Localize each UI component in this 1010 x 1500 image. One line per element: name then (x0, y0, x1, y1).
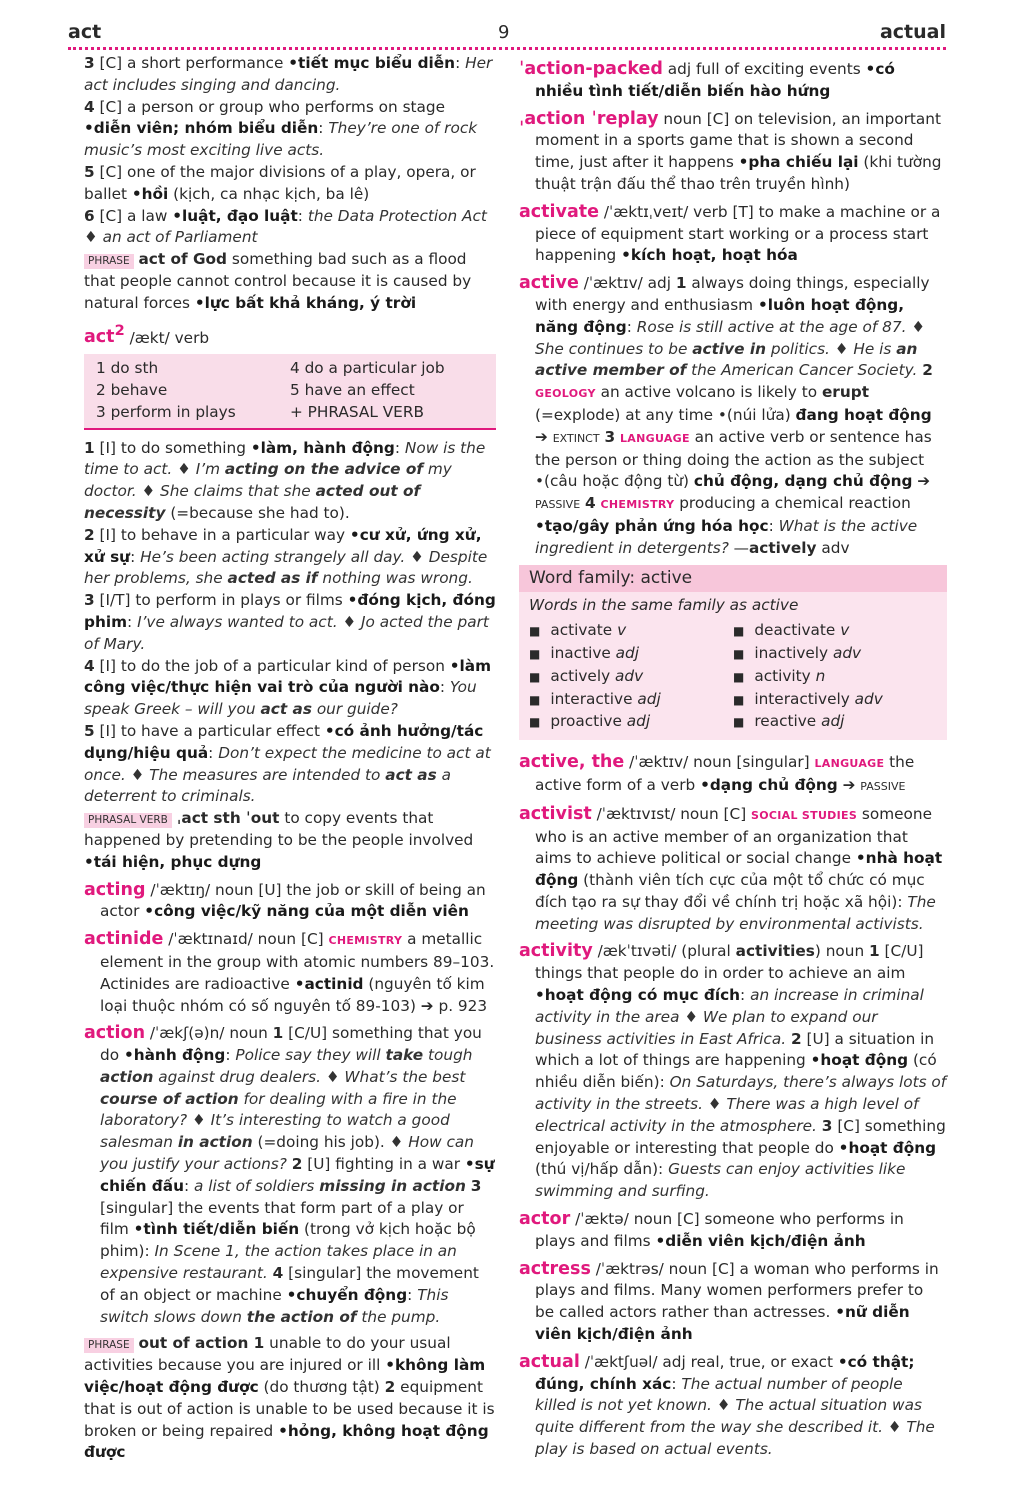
dictionary-entry: action /ˈækʃ(ə)n/ noun 1 [C/U] something that you do •hành động: Police say they will take tough action against drug dealers. ♦ What’s the best course of action for dealing with a fire in the laboratory? ♦ It’s interesting to watch a good salesman in action (=doing his job). ♦ How can you justify your actions? 2 [U] fighting in a war •sự chiến đấu: a list of soldiers missing in action 3 [singular] the events that form part of a play or film •tình tiết/diễn biến (trong vở kịch hoặc bộ phim): In Scene 1, the action takes place in an expensive restaurant. 4 [singular] the movement of an object or machine •chuyển động: This switch slows down the action of the pump. (84, 1023, 495, 1326)
word-family-subtitle: Words in the same family as active (529, 596, 799, 615)
dictionary-entry: activist /ˈæktɪvɪst/ noun [C] SOCIAL STUDIES someone who is an active member of an organization that aims to achieve political or social change •nhà hoạt động (thành viên tích cực của một tổ chức có mục đích tạo ra sự thay đổi về chính trị hoặc xã hội): The meeting was disrupted by environmental activists. (519, 803, 943, 933)
dictionary-entry: ˌaction ˈreplay noun [C] on television, an important moment in a sports game that is shown a second time, just after it happens •pha chiếu lại (khi tường thuật trận đấu thể thao trên truyền hình) (519, 108, 942, 193)
sense-menu-item: 3 perform in plays (96, 402, 236, 421)
entry-sense: 3 [I/T] to perform in plays or films •đóng kịch, đóng phim: I’ve always wanted to act. ♦ Jo acted the part of Mary. (84, 591, 496, 653)
word-family-item: ■ reactive adj (733, 711, 937, 734)
sense-menu-item: 5 have an effect (290, 380, 415, 399)
word-family-item: ■ interactive adj (529, 689, 733, 712)
dictionary-entry: actor /ˈæktə/ noun [C] someone who performs in plays and films •diễn viên kịch/điện ảnh (519, 1209, 904, 1250)
dictionary-entry: actress /ˈæktrəs/ noun [C] a woman who performs in plays and films. Many women performers prefer to be called actors rather than actresses. •nữ diễn viên kịch/điện ảnh (519, 1258, 939, 1344)
dictionary-entry: acting /ˈæktɪŋ/ noun [U] the job or skill of being an actor •công việc/kỹ năng của một diễn viên (84, 879, 486, 921)
dictionary-entry: active /ˈæktɪv/ adj 1 always doing things, especially with energy and enthusiasm •luôn hoạt động, năng động: Rose is still active at the age of 87. ♦ She continues to be active in politics. ♦ He is an active member of the American Cancer Society. 2 GEOLOGY an active volcano is likely to erupt (=explode) at any time •(núi lửa) đang hoạt động ➔ EXTINCT 3 LANGUAGE an active verb or sentence has the person or thing doing the action as the subject •(câu hoặc động từ) chủ động, dạng chủ động ➔ PASSIVE 4 CHEMISTRY producing a chemical reaction •tạo/gây phản ứng hóa học: What is the active ingredient in detergents? —actively adv (519, 273, 933, 557)
word-family-item: ■ actively adv (529, 666, 733, 689)
guide-word-left: act (68, 21, 102, 43)
word-family-item: ■ activity n (733, 666, 937, 689)
guide-word-right: actual (879, 21, 946, 43)
entry-sense: 5 [I] to have a particular effect •có ảnh hưởng/tác dụng/hiệu quả: Don’t expect the medicine to act at once. ♦ The measures are intended to act as a deterrent to criminals. (84, 721, 491, 806)
dictionary-entry: ˈaction-packed adj full of exciting events •có nhiều tình tiết/diễn biến hào hứng (519, 59, 895, 100)
left-column (84, 53, 496, 1464)
entry-sense: 2 [I] to behave in a particular way •cư xử, ứng xử, xử sự: He’s been acting strangely all day. ♦ Despite her problems, she acted as if nothing was wrong. (84, 525, 488, 588)
dictionary-entry: actual /ˈæktʃuəl/ adj real, true, or exact •có thật; đúng, chính xác: The actual number of people killed is not yet known. ♦ The actual situation was quite different from the way she described it. ♦ The play is based on actual events. (519, 1351, 935, 1459)
dictionary-entry: act$^2$ /ækt/ verb (84, 322, 210, 348)
word-family-item: ■ inactive adj (529, 643, 733, 666)
entry-sense: 1 [I] to do something •làm, hành động: Now is the time to act. ♦ I’m acting on the advice of my doctor. ♦ She claims that she acted out of necessity (=because she had to). (84, 438, 486, 522)
word-family-title: Word family: active (519, 565, 947, 593)
entry-sense: 5 [C] one of the major divisions of a play, opera, or ballet •hồi (kịch, ca nhạc kịch, ba lê) (84, 162, 476, 203)
dictionary-entry: actinide /ˈæktɪnaɪd/ noun [C] CHEMISTRY a metallic element in the group with atomic numbers 89–103. Actinides are radioactive •actinid (nguyên tố kim loại thuộc nhóm có số nguyên tố 89-103) ➔ p. 923 (84, 929, 495, 1015)
sense-menu-item: 1 do sth (96, 359, 159, 378)
page-header (68, 22, 946, 48)
entry-sense: 3 [C] a short performance •tiết mục biểu diễn: Her act includes singing and dancing. (84, 54, 493, 94)
sense-menu-item: 2 behave (96, 380, 168, 399)
sense-menu-item: + PHRASAL VERB (290, 402, 424, 421)
entry-sense: 4 [I] to do the job of a particular kind of person •làm công việc/thực hiện vai trò của người nào: You speak Greek – will you act as our guide? (84, 656, 492, 719)
entry-sense: 6 [C] a law •luật, đạo luật: the Data Protection Act ♦ an act of Parliament (84, 206, 487, 247)
word-family-box (519, 565, 947, 741)
word-family-item: ■ activate v (529, 620, 733, 643)
header-divider (68, 47, 946, 50)
entry-sense: PHRASE act of God something bad such as a flood that people cannot control because it is caused by natural forces •lực bất khả kháng, ý trời (84, 250, 472, 312)
word-family-item: ■ interactively adv (733, 689, 937, 712)
sense-menu (84, 354, 496, 429)
entry-sense: 4 [C] a person or group who performs on stage •diễn viên; nhóm biểu diễn: They’re one of rock music’s most exciting live acts. (84, 97, 478, 160)
word-family-item: ■ inactively adv (733, 643, 937, 666)
word-family-item: ■ deactivate v (733, 620, 937, 643)
page-number: 9 (498, 22, 510, 43)
sense-menu-item: 4 do a particular job (290, 359, 445, 378)
entry-sense: PHRASE out of action 1 unable to do your usual activities because you are injured or ill •không làm việc/hoạt động được (do thương tật) 2 equipment that is out of action is unable to be used because it is broken or being repaired •hỏng, không hoạt động được (84, 1334, 495, 1462)
dictionary-entry: activity /ækˈtɪvəti/ (plural activities) noun 1 [C/U] things that people do in order to achieve an aim •hoạt động có mục đích: an increase in criminal activity in the area ♦ We plan to expand our business activities in East Africa. 2 [U] a situation in which a lot of things are happening •hoạt động (có nhiều diễn biến): On Saturdays, there’s always lots of activity in the streets. ♦ There was a high level of electrical activity in the atmosphere. 3 [C] something enjoyable or interesting that people do •hoạt động (thú vị/hấp dẫn): Guests can enjoy activities like swimming and surfing. (519, 941, 947, 1201)
right-column (519, 53, 947, 1466)
entry-sense: PHRASAL VERB ˌact sth ˈout to copy events that happened by pretending to be the people involved •tái hiện, phục dựng (84, 809, 474, 871)
dictionary-entry: active, the /ˈæktɪv/ noun [singular] LANGUAGE the active form of a verb •dạng chủ động ➔ PASSIVE (519, 752, 915, 794)
dictionary-entry: activate /ˈæktɪˌveɪt/ verb [T] to make a machine or a piece of equipment start working or a process start happening •kích hoạt, hoạt hóa (519, 201, 941, 265)
word-family-item: ■ proactive adj (529, 711, 733, 734)
